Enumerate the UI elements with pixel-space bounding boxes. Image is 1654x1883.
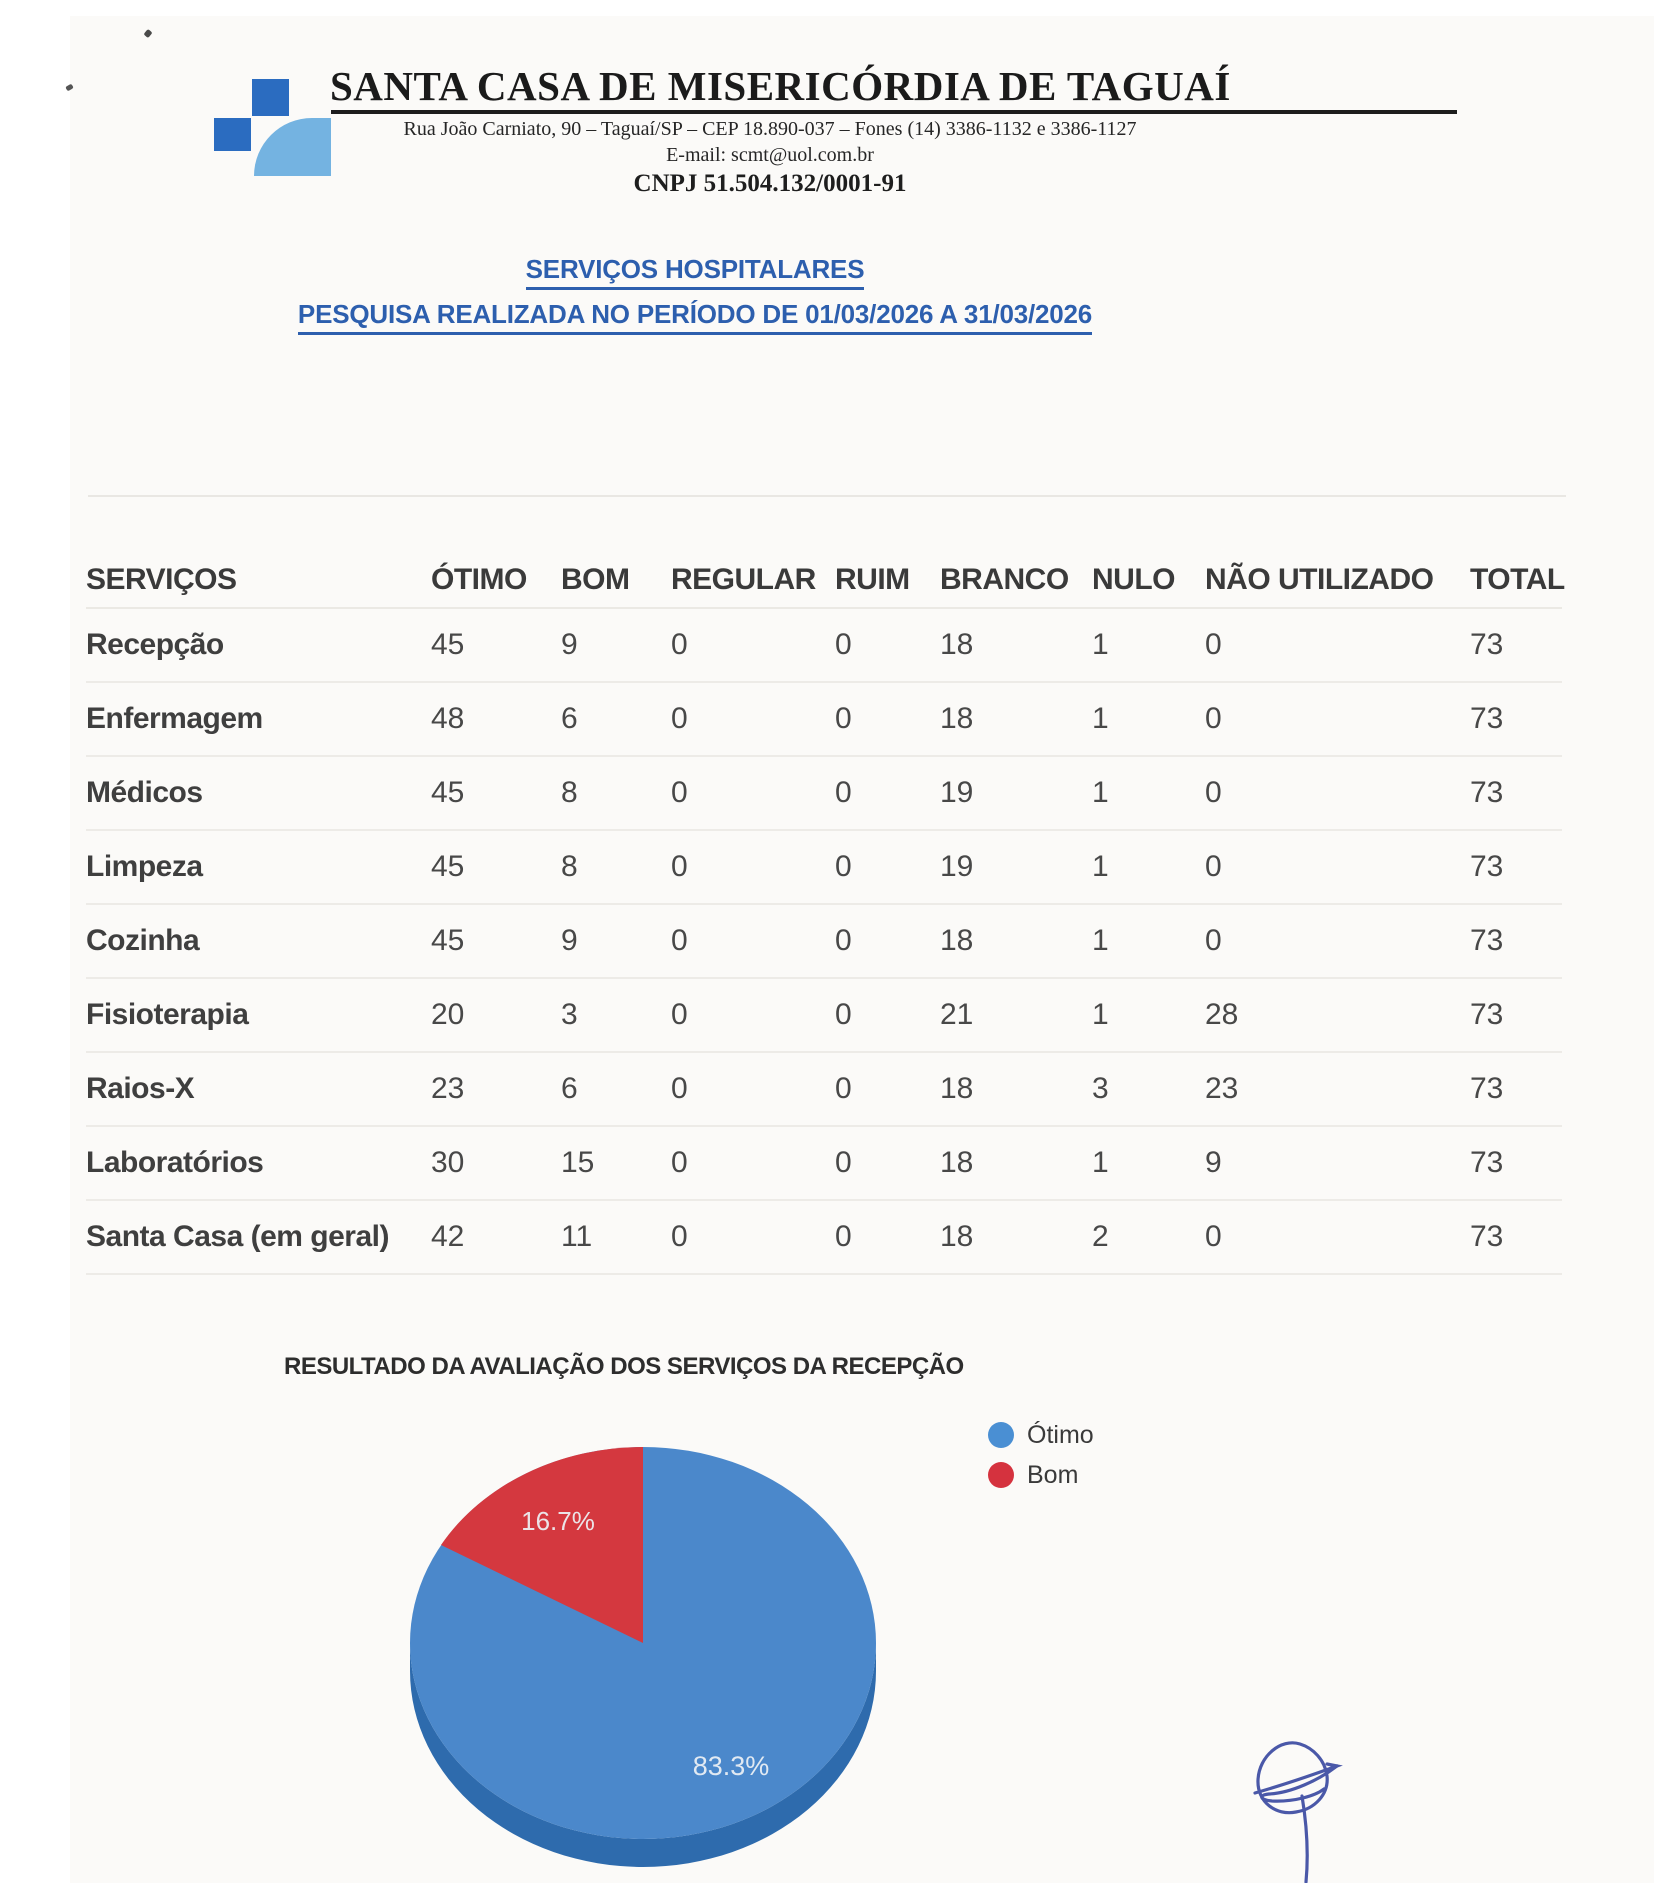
org-cnpj: CNPJ 51.504.132/0001-91 [633, 170, 907, 197]
table-row [86, 1053, 1562, 1127]
service-value: 45 [431, 628, 465, 661]
org-address: Rua João Carniato, 90 – Taguaí/SP – CEP 18.890-037 – Fones (14) 3386-1132 e 3386-1127 [403, 118, 1137, 140]
service-value: 0 [1205, 924, 1222, 957]
service-value: 1 [1092, 998, 1109, 1031]
survey-table-body [86, 609, 1562, 1275]
service-name: Limpeza [86, 850, 203, 883]
table-row [86, 905, 1562, 979]
pie-chart [395, 1438, 891, 1883]
service-value: 2 [1092, 1220, 1109, 1253]
chart-legend [988, 1415, 1094, 1495]
table-row [86, 1127, 1562, 1201]
service-value: 45 [431, 850, 465, 883]
service-value: 0 [1205, 1220, 1222, 1253]
column-header: NULO [1092, 563, 1175, 596]
service-value: 0 [835, 1072, 852, 1105]
table-row [86, 831, 1562, 905]
service-value: 1 [1092, 702, 1109, 735]
service-value: 18 [940, 1220, 974, 1253]
subtitle-period: PESQUISA REALIZADA NO PERÍODO DE 01/03/2026 A 31/03/2026 [298, 299, 1092, 335]
service-value: 0 [671, 776, 688, 809]
service-value: 9 [561, 628, 578, 661]
service-value: 28 [1205, 998, 1239, 1031]
service-value: 1 [1092, 776, 1109, 809]
service-value: 0 [835, 776, 852, 809]
legend-item-bom [988, 1455, 1094, 1495]
service-value: 0 [671, 628, 688, 661]
service-value: 1 [1092, 1146, 1109, 1179]
service-value: 0 [671, 702, 688, 735]
service-value: 1 [1092, 850, 1109, 883]
service-value: 73 [1470, 776, 1504, 809]
service-value: 73 [1470, 702, 1504, 735]
column-header: REGULAR [671, 563, 816, 596]
table-row [86, 979, 1562, 1053]
service-value: 0 [835, 702, 852, 735]
service-value: 18 [940, 702, 974, 735]
service-value: 0 [835, 924, 852, 957]
service-value: 73 [1470, 628, 1504, 661]
service-value: 0 [835, 998, 852, 1031]
legend-item-otimo [988, 1415, 1094, 1455]
service-name: Recepção [86, 628, 224, 661]
service-value: 48 [431, 702, 465, 735]
service-name: Médicos [86, 776, 203, 809]
service-value: 8 [561, 776, 578, 809]
letterhead-lines [90, 116, 1450, 199]
chart-title: RESULTADO DA AVALIAÇÃO DOS SERVIÇOS DA RECEPÇÃO [284, 1353, 964, 1380]
service-value: 3 [1092, 1072, 1109, 1105]
service-value: 73 [1470, 1146, 1504, 1179]
service-value: 0 [835, 850, 852, 883]
service-value: 20 [431, 998, 465, 1031]
service-value: 45 [431, 924, 465, 957]
signature [1245, 1736, 1345, 1883]
table-row [86, 757, 1562, 831]
service-value: 0 [671, 924, 688, 957]
service-value: 0 [835, 1146, 852, 1179]
legend-label: Ótimo [1027, 1420, 1094, 1449]
service-value: 0 [835, 628, 852, 661]
legend-dot-blue-icon [988, 1422, 1014, 1448]
service-value: 15 [561, 1146, 595, 1179]
service-name: Santa Casa (em geral) [86, 1220, 389, 1253]
logo-square-top [252, 79, 289, 116]
service-name: Laboratórios [86, 1146, 264, 1179]
service-name: Fisioterapia [86, 998, 249, 1031]
service-value: 9 [1205, 1146, 1222, 1179]
org-name-title: SANTA CASA DE MISERICÓRDIA DE TAGUAÍ [330, 63, 1231, 109]
service-value: 6 [561, 702, 578, 735]
service-name: Enfermagem [86, 702, 263, 735]
service-value: 73 [1470, 850, 1504, 883]
service-value: 0 [671, 1220, 688, 1253]
survey-table-header [86, 553, 1565, 609]
service-value: 18 [940, 628, 974, 661]
service-value: 0 [671, 1146, 688, 1179]
table-row [86, 1201, 1562, 1275]
service-value: 73 [1470, 1072, 1504, 1105]
column-header: ÓTIMO [431, 563, 527, 596]
service-value: 73 [1470, 924, 1504, 957]
service-value: 0 [671, 998, 688, 1031]
service-value: 0 [671, 1072, 688, 1105]
service-value: 8 [561, 850, 578, 883]
column-header: NÃO UTILIZADO [1205, 563, 1434, 596]
service-name: Raios-X [86, 1072, 195, 1105]
title-underline-rule [331, 110, 1457, 114]
service-value: 11 [561, 1220, 593, 1253]
service-value: 1 [1092, 924, 1109, 957]
service-value: 18 [940, 1072, 974, 1105]
table-row [86, 609, 1562, 683]
subtitle-services: SERVIÇOS HOSPITALARES [526, 254, 865, 290]
service-value: 18 [940, 924, 974, 957]
pie-label-otimo: 83.3% [692, 1751, 770, 1781]
service-value: 19 [940, 776, 974, 809]
service-value: 0 [835, 1220, 852, 1253]
column-header: BRANCO [940, 563, 1069, 596]
service-value: 0 [1205, 776, 1222, 809]
legend-label: Bom [1027, 1460, 1079, 1489]
service-value: 9 [561, 924, 578, 957]
table-row [86, 683, 1562, 757]
service-value: 3 [561, 998, 578, 1031]
legend-dot-red-icon [988, 1462, 1014, 1488]
document-subtitles [60, 254, 1330, 344]
service-value: 73 [1470, 998, 1504, 1031]
service-name: Cozinha [86, 924, 200, 957]
service-value: 45 [431, 776, 465, 809]
service-value: 42 [431, 1220, 465, 1253]
column-header: RUIM [835, 563, 910, 596]
service-value: 1 [1092, 628, 1109, 661]
service-value: 21 [940, 998, 974, 1031]
service-value: 0 [1205, 628, 1222, 661]
service-value: 6 [561, 1072, 578, 1105]
service-value: 18 [940, 1146, 974, 1179]
service-value: 23 [1205, 1072, 1239, 1105]
service-value: 30 [431, 1146, 465, 1179]
org-email: E-mail: scmt@uol.com.br [666, 144, 874, 166]
survey-table [86, 553, 1565, 1275]
column-header: TOTAL [1470, 563, 1565, 596]
service-value: 19 [940, 850, 974, 883]
column-header: BOM [561, 563, 630, 596]
service-value: 0 [1205, 850, 1222, 883]
pie-label-bom: 16.7% [521, 1506, 595, 1536]
service-value: 0 [671, 850, 688, 883]
service-value: 73 [1470, 1220, 1504, 1253]
service-value: 0 [1205, 702, 1222, 735]
scan-artifact-rule [88, 495, 1566, 497]
service-value: 23 [431, 1072, 465, 1105]
column-header: SERVIÇOS [86, 563, 237, 596]
